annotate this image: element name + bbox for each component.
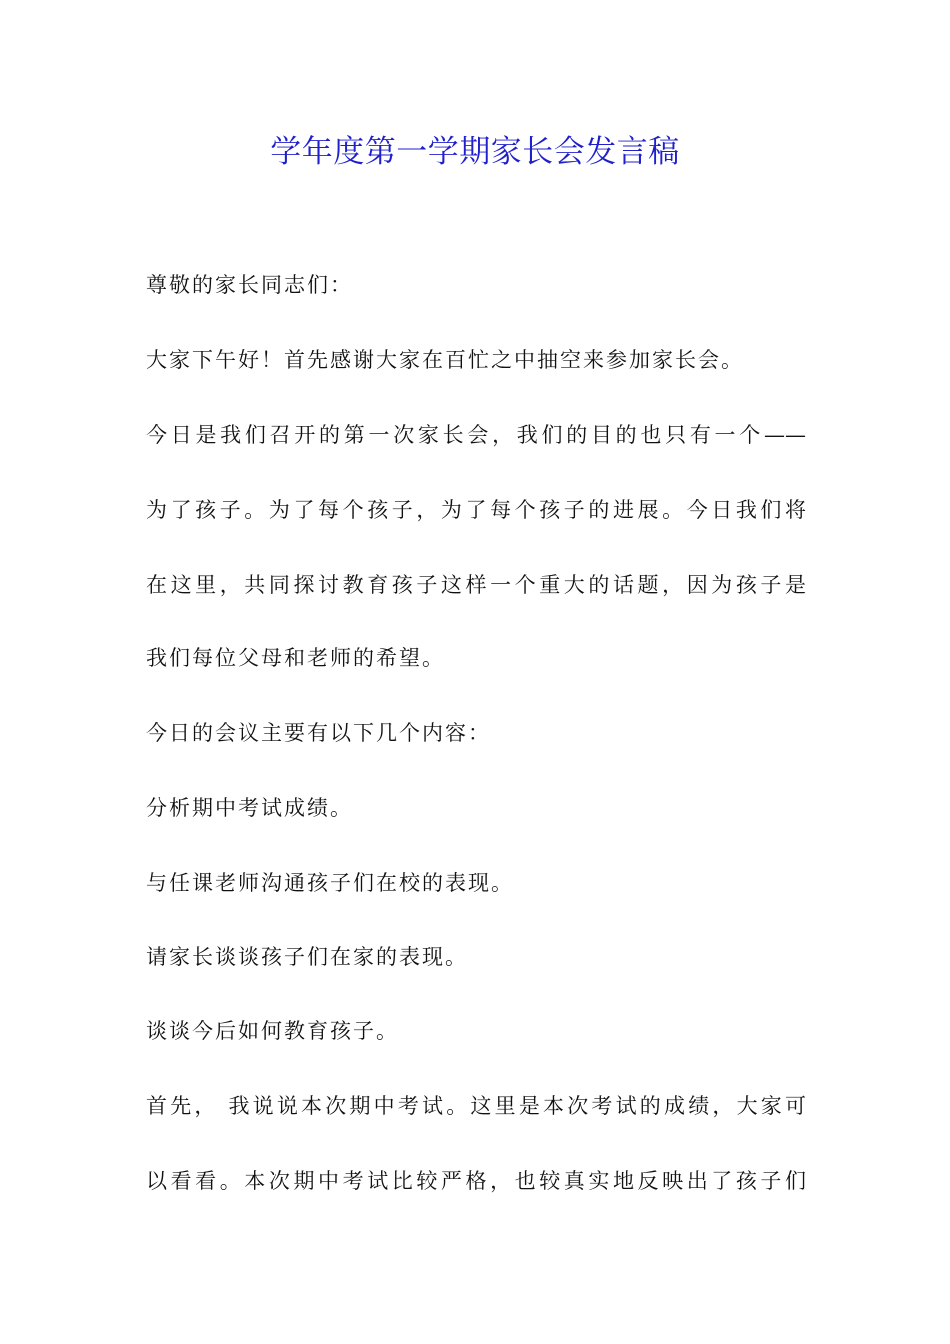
paragraph-line: 我们每位父母和老师的希望。	[146, 646, 445, 670]
agenda-item: 分析期中考试成绩。	[146, 796, 353, 820]
agenda-item: 谈谈今后如何教育孩子。	[146, 1019, 399, 1043]
paragraph-line: 以看看。本次期中考试比较严格，也较真实地反映出了孩子们	[146, 1169, 806, 1193]
paragraph-line: 在这里，共同探讨教育孩子这样一个重大的话题，因为孩子是	[146, 573, 806, 597]
agenda-intro-line: 今日的会议主要有以下几个内容：	[146, 721, 491, 745]
agenda-item: 与任课老师沟通孩子们在校的表现。	[146, 871, 514, 895]
paragraph-line: 今日是我们召开的第一次家长会，我们的目的也只有一个——	[146, 423, 806, 447]
greeting-line: 大家下午好！首先感谢大家在百忙之中抽空来参加家长会。	[146, 348, 744, 372]
salutation-line: 尊敬的家长同志们：	[146, 273, 353, 297]
paragraph-line: 为了孩子。为了每个孩子，为了每个孩子的进展。今日我们将	[146, 498, 806, 522]
agenda-item: 请家长谈谈孩子们在家的表现。	[146, 945, 468, 969]
document-title: 学年度第一学期家长会发言稿	[270, 134, 680, 170]
paragraph-line: 首先， 我说说本次期中考试。这里是本次考试的成绩，大家可	[146, 1094, 806, 1118]
